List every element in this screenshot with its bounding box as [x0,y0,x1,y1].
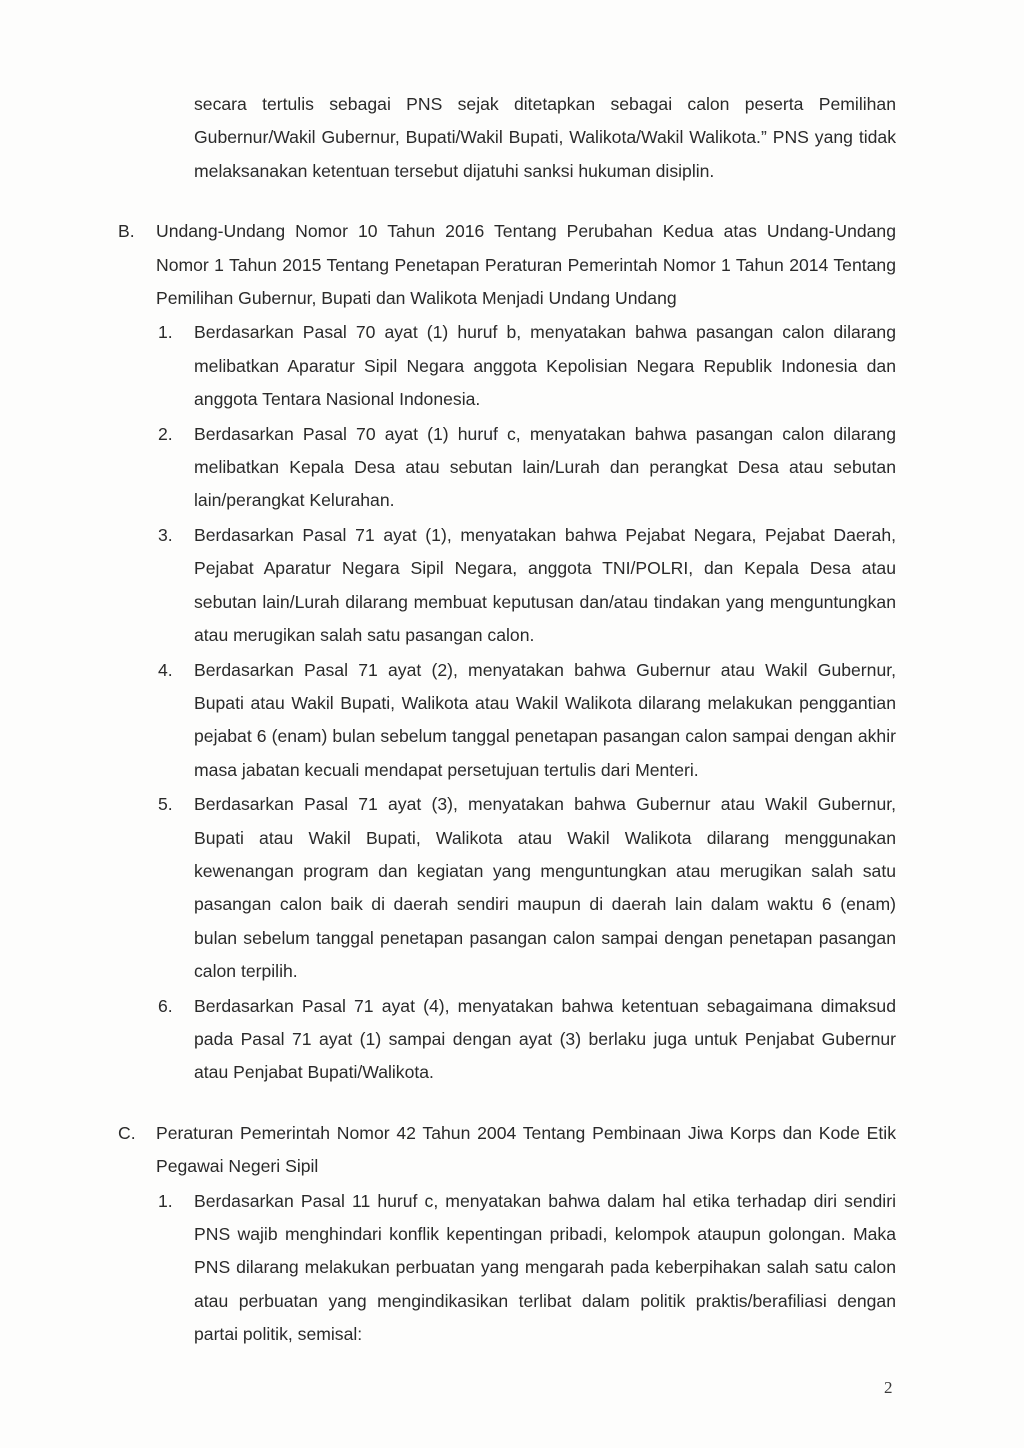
item-text: Berdasarkan Pasal 70 ayat (1) huruf c, menyatakan bahwa pasangan calon dilarang melibatkan Kepala Desa atau sebutan lain/Lurah dan perangkat Desa atau sebutan lain/perangkat Kelurahan. [194,423,896,511]
section-b-item-2 [118,418,896,518]
item-number: 2. [158,423,173,444]
section-b-item-6 [118,990,896,1090]
item-number: 1. [158,1190,173,1211]
section-b-item-3 [118,519,896,653]
section-c-heading [118,1117,896,1184]
section-b-letter: B. [118,221,135,242]
item-text: Berdasarkan Pasal 71 ayat (4), menyatakan bahwa ketentuan sebagaimana dimaksud pada Pasal 71 ayat (1) sampai dengan ayat (3) berlaku juga untuk Penjabat Gubernur atau Penjabat Bupati/Walikota. [194,995,896,1083]
section-b-title: Undang-Undang Nomor 10 Tahun 2016 Tentang Perubahan Kedua atas Undang-Undang Nomor 1 Tahun 2015 Tentang Penetapan Peraturan Pemerintah Nomor 1 Tahun 2014 Tentang Pemilihan Gubernur, Bupati dan Walikota Menjadi Undang Undang [156,221,896,309]
section-c-letter: C. [118,1122,136,1143]
section-c [118,1117,896,1352]
item-text: Berdasarkan Pasal 71 ayat (3), menyatakan bahwa Gubernur atau Wakil Gubernur, Bupati atau Wakil Bupati, Walikota atau Wakil Walikota dilarang menggunakan kewenangan program dan kegiatan yang menguntungkan atau merugikan salah satu pasangan calon baik di daerah sendiri maupun di daerah lain dalam waktu 6 (enam) bulan sebelum tanggal penetapan pasangan calon sampai dengan penetapan pasangan calon terpilih. [194,794,896,982]
item-number: 5. [158,794,173,815]
section-b [118,215,896,1090]
section-b-heading [118,215,896,315]
page-content [118,88,896,1352]
item-text: Berdasarkan Pasal 70 ayat (1) huruf b, menyatakan bahwa pasangan calon dilarang melibatkan Aparatur Sipil Negara anggota Kepolisian Negara Republik Indonesia dan anggota Tentara Nasional Indonesia. [194,322,896,410]
item-number: 1. [158,322,173,343]
item-number: 6. [158,995,173,1016]
section-b-item-5 [118,788,896,988]
section-b-item-4 [118,654,896,788]
section-c-title: Peraturan Pemerintah Nomor 42 Tahun 2004 Tentang Pembinaan Jiwa Korps dan Kode Etik Pegawai Negeri Sipil [156,1122,896,1177]
section-b-item-1 [118,316,896,416]
item-text: Berdasarkan Pasal 71 ayat (1), menyatakan bahwa Pejabat Negara, Pejabat Daerah, Pejabat Aparatur Negara Sipil Negara, anggota TNI/POLRI, dan Kepala Desa atau sebutan lain/Lurah dilarang membuat keputusan dan/atau tindakan yang menguntungkan atau merugikan salah satu pasangan calon. [194,524,896,646]
section-c-list [118,1185,896,1352]
page-number: 2 [884,1378,893,1397]
intro-paragraph: secara tertulis sebagai PNS sejak ditetapkan sebagai calon peserta Pemilihan Gubernur/Wakil Gubernur, Bupati/Wakil Bupati, Walikota/Wakil Walikota.” PNS yang tidak melaksanakan ketentuan tersebut dijatuhi sanksi hukuman disiplin. [194,94,896,181]
section-b-list [118,316,896,1089]
item-number: 4. [158,659,173,680]
item-number: 3. [158,524,173,545]
section-c-item-1 [118,1185,896,1352]
item-text: Berdasarkan Pasal 11 huruf c, menyatakan bahwa dalam hal etika terhadap diri sendiri PNS wajib menghindari konflik kepentingan pribadi, kelompok ataupun golongan. Maka PNS dilarang melakukan perbuatan yang mengarah pada keberpihakan salah satu calon atau perbuatan yang mengindikasikan terlibat dalam politik praktis/berafiliasi dengan partai politik, semisal: [194,1190,896,1345]
item-text: Berdasarkan Pasal 71 ayat (2), menyatakan bahwa Gubernur atau Wakil Gubernur, Bupati atau Wakil Bupati, Walikota atau Wakil Walikota dilarang melakukan penggantian pejabat 6 (enam) bulan sebelum tanggal penetapan pasangan calon sampai dengan akhir masa jabatan kecuali mendapat persetujuan tertulis dari Menteri. [194,659,896,780]
